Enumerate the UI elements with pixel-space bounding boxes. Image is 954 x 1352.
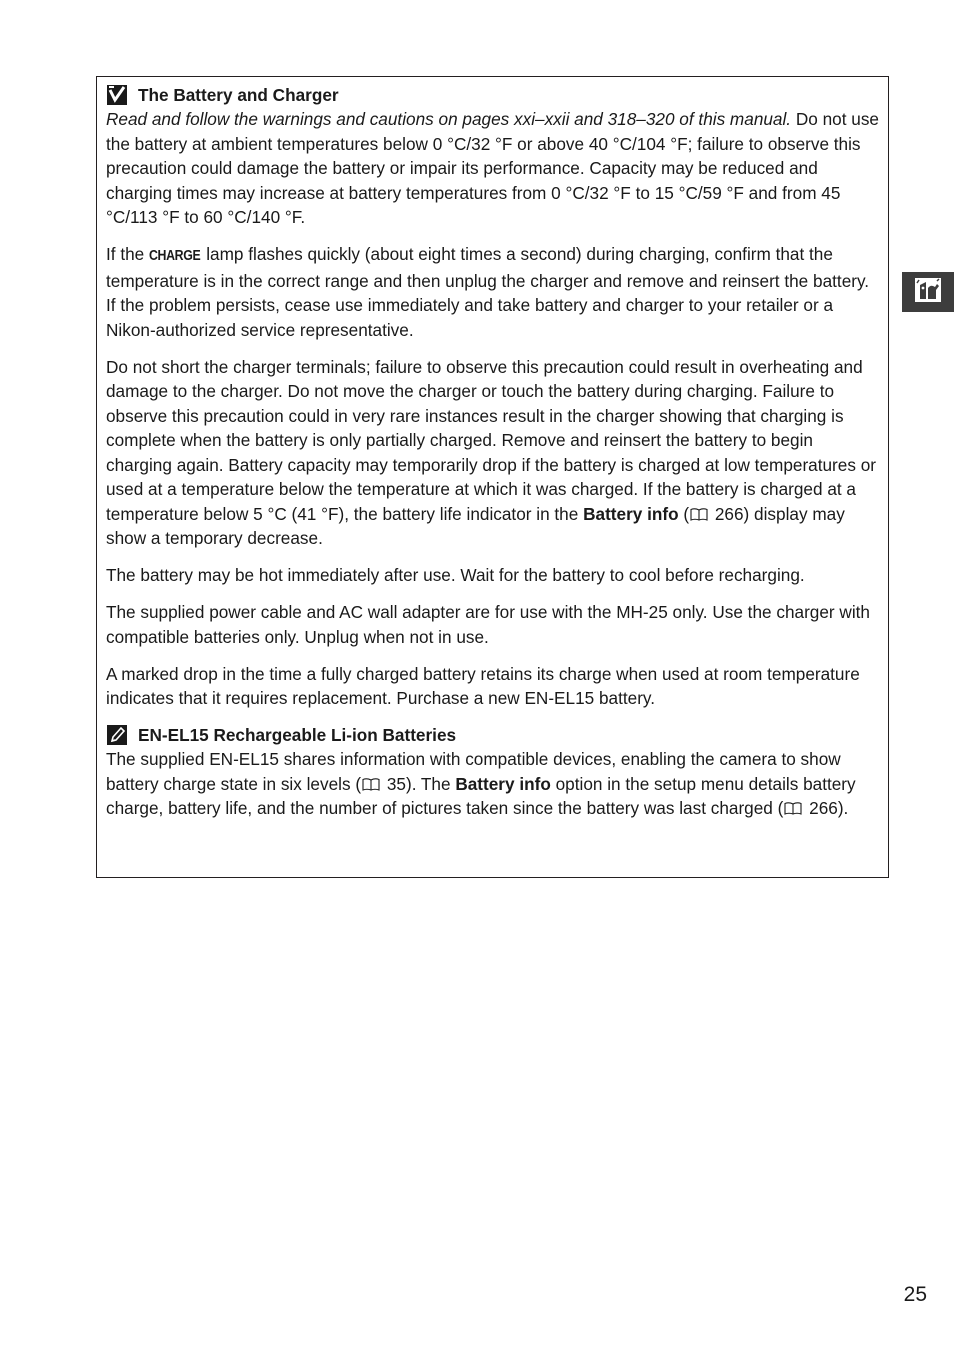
caution-check-icon (106, 84, 128, 106)
battery-paragraph-3 (106, 355, 882, 551)
book-reference-icon (362, 773, 380, 786)
book-reference-icon (784, 797, 802, 810)
page-ref: 266 (804, 798, 838, 818)
chapter-side-tab (902, 272, 954, 312)
s2-text-after: ). (837, 798, 849, 818)
p3-paren: ( (678, 503, 690, 524)
p3-text-after: ) display may show a temporary decrease. (106, 503, 845, 548)
p3-text-before: Do not short the charger terminals; failure to observe this precaution could result in overheating and damage to the charger. Do not move the charger or touch the battery during charging. Failure to observe this precaution could in very rare instances result in the charger showing that charging is complete when the battery is only partially charged. Remove and reinsert the battery to begin charging again. Battery capacity may temporarily drop if the battery is charged at low temperatures or used at a temperature below the temperature at which it was charged. If the battery is charged at a temperature below 5 °C (41 °F), the battery life indicator in the (106, 356, 876, 524)
s2-text-before: The supplied EN-EL15 shares information with compatible devices, enabling the camera to show battery charge state in six levels ( (106, 749, 841, 794)
section-heading-text: The Battery and Charger (138, 84, 339, 105)
camera-setup-icon (913, 276, 943, 309)
battery-paragraph-5: The supplied power cable and AC wall adapter are for use with the MH-25 only. Use the charger with compatible batteries only. Unplug when not in use. (106, 602, 870, 647)
battery-paragraph-4: The battery may be hot immediately after use. Wait for the battery to cool before recharging. (106, 565, 805, 585)
section-heading-en-el15 (106, 723, 882, 747)
note-pencil-icon (106, 724, 128, 746)
section-heading-battery (106, 83, 882, 107)
s2-text-mid2: option in the setup menu details battery charge, battery life, and the number of pictures taken since the battery was last charged ( (106, 773, 856, 818)
p2-text-after: lamp flashes quickly (about eight times a second) during charging, confirm that the temperature is in the correct range and then unplug the charger and remove and reinsert the battery. If the problem persists, cease use immediately and take battery and charger to your retailer or a Nikon-authorized service representative. (106, 244, 870, 340)
page-ref: 35 (382, 773, 406, 794)
p2-text-before: If the (106, 244, 149, 264)
battery-paragraph-2 (106, 242, 882, 342)
book-reference-icon (690, 503, 708, 516)
lead-text: Do not use the battery at ambient temperatures below 0 °C/32 °F or above 40 °C/104 °F; failure to observe this precaution could damage the battery or impair its performance. Capacity may be reduced and charging times may increase at battery temperatures from 0 °C/32 °F to 15 °C/59 °F and from 45 °C/113 °F to 60 °C/140 °F. (106, 109, 879, 227)
notice-box (96, 76, 889, 878)
charge-lamp-label: CHARGE (149, 248, 201, 264)
lead-italic-text: Read and follow the warnings and cautions on pages xxi–xxii and 318–320 of this manual. (106, 109, 792, 129)
battery-paragraph-1 (106, 107, 882, 230)
battery-info-menu-label: Battery info (583, 503, 679, 524)
s2-text-mid: ). The (405, 773, 456, 794)
battery-info-menu-label: Battery info (455, 773, 551, 794)
battery-paragraph-6: A marked drop in the time a fully charged battery retains its charge when used at room temperature indicates that it requires replacement. Purchase a new EN-EL15 battery. (106, 663, 860, 708)
page-ref: 266 (710, 503, 744, 524)
section-heading-text: EN-EL15 Rechargeable Li-ion Batteries (138, 724, 457, 745)
page-number: 25 (903, 1283, 927, 1306)
en-el15-paragraph (106, 747, 882, 821)
